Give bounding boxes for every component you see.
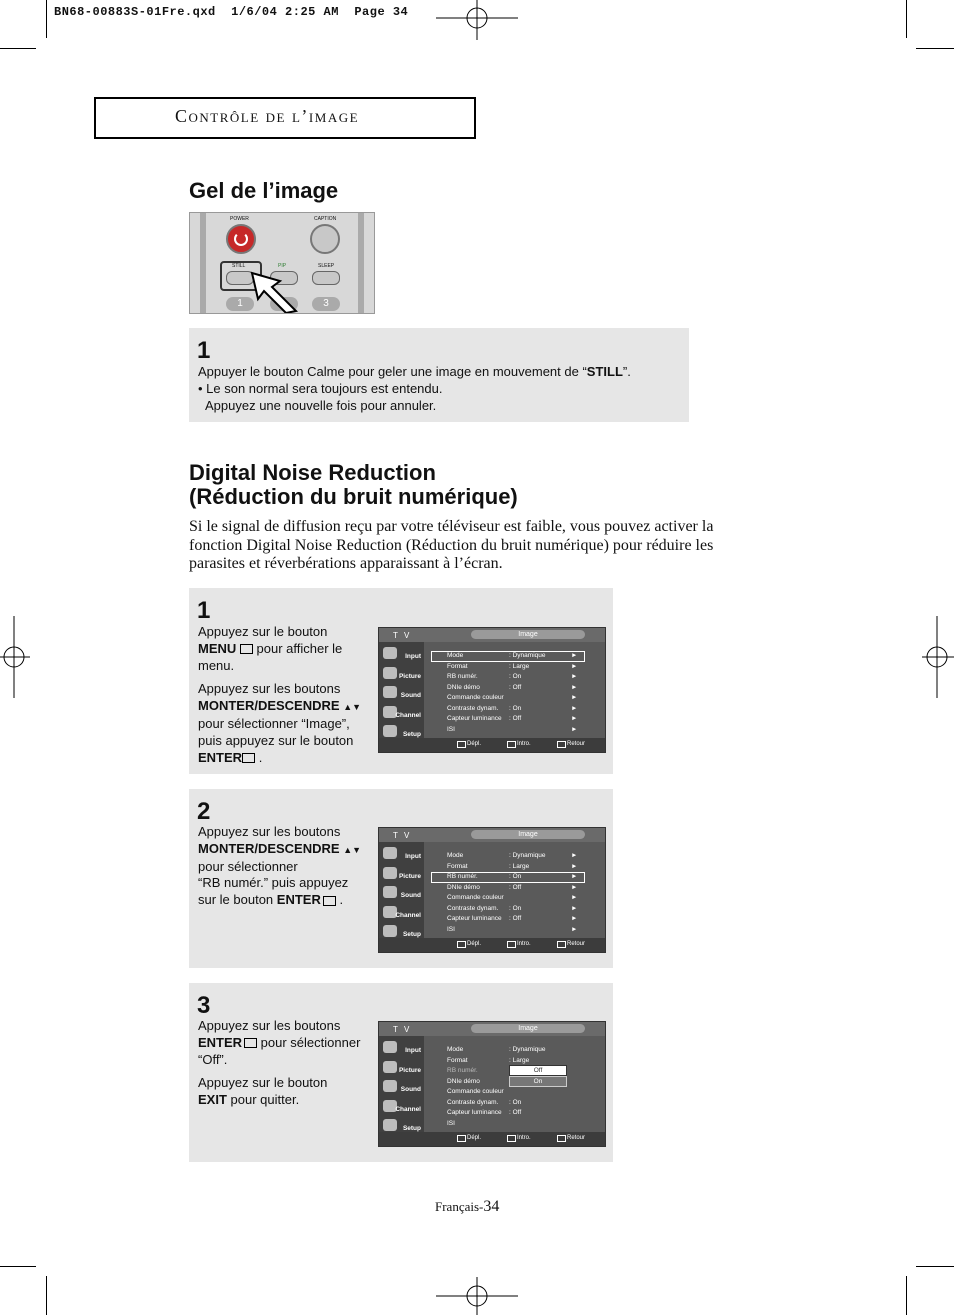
pip-label: PIP <box>278 263 287 269</box>
osd-menu-row[interactable] <box>447 904 578 914</box>
sound-icon <box>383 686 397 698</box>
osd-bottom-bar <box>379 1132 605 1146</box>
chevron-right-icon: ► <box>571 683 578 691</box>
osd-menu-row[interactable] <box>447 883 578 893</box>
osd-sidebar-item-sound[interactable] <box>383 684 423 702</box>
input-icon <box>383 1041 397 1053</box>
osd-sidebar <box>379 642 424 738</box>
registration-mark-left <box>0 616 30 698</box>
osd-row-value: : Dynamique <box>509 652 546 659</box>
osd-menu-row[interactable] <box>447 662 578 672</box>
step-number: 1 <box>197 337 211 364</box>
setup-icon <box>383 925 397 937</box>
osd-row-key: Mode <box>447 652 464 659</box>
step-number: 1 <box>197 597 211 624</box>
text-line: menu. <box>198 657 235 673</box>
osd-row-key: Commande couleur <box>447 1088 504 1095</box>
sound-icon <box>383 886 397 898</box>
picture-icon <box>383 1061 397 1073</box>
osd-sidebar-label: Channel <box>395 911 421 919</box>
menu-icon <box>240 644 253 654</box>
text-line: “Off”. <box>198 1051 228 1067</box>
osd-menu-row[interactable] <box>447 683 578 693</box>
osd-row-key: DNIe démo <box>447 1077 480 1085</box>
crop-mark <box>916 48 954 49</box>
text-line: Appuyez sur le bouton <box>198 1075 328 1091</box>
osd-hint-enter: Intro. <box>517 941 531 947</box>
step-note: Appuyez une nouvelle fois pour annuler. <box>205 398 437 413</box>
osd-sidebar-label: Input <box>405 653 421 660</box>
osd-screen-1 <box>378 627 606 753</box>
step-3-text <box>198 1018 376 1109</box>
osd-menu-row[interactable] <box>447 1087 509 1097</box>
osd-row-value: : On <box>509 1098 522 1106</box>
input-icon <box>383 847 397 859</box>
osd-sidebar-item-input[interactable] <box>383 845 423 863</box>
osd-sidebar <box>379 1036 424 1132</box>
crop-mark <box>906 0 907 38</box>
osd-bottom-bar <box>379 938 605 952</box>
intro-paragraph <box>189 518 713 574</box>
osd-hint-move: Dépl. <box>467 741 482 747</box>
osd-sidebar-label: Channel <box>395 1105 421 1113</box>
osd-row-value: : On <box>509 904 522 912</box>
enter-icon <box>242 753 255 763</box>
chevron-right-icon: ► <box>571 925 578 933</box>
osd-sidebar-label: Picture <box>398 672 421 680</box>
updown-keyword: MONTER/DESCENDRE <box>198 698 340 714</box>
enter-keyword: ENTER <box>198 749 243 765</box>
osd-row-key: Format <box>447 862 468 870</box>
osd-image-tab[interactable]: Image <box>471 830 585 839</box>
osd-row-value: : Off <box>509 715 522 722</box>
key-3-button[interactable]: 3 <box>312 297 340 311</box>
osd-sidebar-item-picture[interactable] <box>383 665 423 683</box>
osd-sidebar-item-input[interactable] <box>383 645 423 663</box>
intro-line: parasites et réverbérations apparaissant à l’écran. <box>189 555 503 572</box>
enter-keyword: ENTER <box>198 1034 243 1050</box>
osd-menu-row[interactable] <box>447 672 578 682</box>
osd-title-bar <box>379 628 605 642</box>
enter-icon <box>323 896 336 906</box>
osd-sidebar-item-picture[interactable] <box>383 865 423 883</box>
sleep-label: SLEEP <box>318 263 335 269</box>
section-title: Contrôle de l’image <box>175 106 360 126</box>
power-icon <box>234 232 248 246</box>
setup-icon <box>383 725 397 737</box>
osd-row-key: RB numér. <box>447 873 478 880</box>
osd-row-value: : Off <box>509 1109 522 1116</box>
pointer-arrow-icon <box>250 271 300 313</box>
text-line <box>198 1092 376 1109</box>
intro-line: Si le signal de diffusion reçu par votre téléviseur est faible, vous pouvez activer la <box>189 518 714 535</box>
osd-tv-label: T V <box>393 1025 412 1034</box>
step-number: 2 <box>197 798 211 825</box>
osd-sidebar-label: Setup <box>402 931 421 938</box>
text-run: pour afficher le <box>252 640 343 656</box>
osd-row-value: : Large <box>509 1056 530 1064</box>
sound-icon <box>383 1080 397 1092</box>
registration-mark-right <box>922 616 954 698</box>
osd-image-tab[interactable]: Image <box>471 1024 585 1033</box>
osd-row-value: : Off <box>509 915 522 922</box>
registration-mark-bottom <box>436 1277 518 1315</box>
osd-row-value: : On <box>509 704 522 712</box>
footer-lang: Français- <box>435 1199 484 1214</box>
osd-row-key: RB numér. <box>447 1067 478 1074</box>
osd-row-key: ISI <box>447 725 455 733</box>
osd-row-key: Format <box>447 662 468 670</box>
osd-sidebar-item-sound[interactable] <box>383 884 423 902</box>
text-line: Appuyez sur les boutons <box>198 824 341 839</box>
osd-sidebar-label: Sound <box>400 1086 421 1093</box>
osd-popup-option-on[interactable]: On <box>509 1076 567 1087</box>
text-line: “RB numér.” puis appuyez <box>198 875 349 891</box>
remote-control-image <box>189 212 375 314</box>
osd-menu-row[interactable] <box>447 1045 546 1055</box>
chevron-right-icon: ► <box>571 894 578 901</box>
text-line <box>198 641 373 658</box>
updown-arrows-icon <box>457 1135 466 1142</box>
text-line <box>198 698 373 716</box>
text-line: pour sélectionner <box>198 858 298 874</box>
heading-gel-image: Gel de l’image <box>189 178 339 203</box>
osd-menu-row[interactable] <box>447 893 578 903</box>
osd-row-key: Capteur luminance <box>447 915 502 922</box>
osd-row-key: Mode <box>447 1046 464 1053</box>
still-keyword: STILL <box>586 364 623 379</box>
osd-row-key: Contraste dynam. <box>447 704 499 712</box>
chevron-right-icon: ► <box>571 704 578 712</box>
text-run: pour sélectionner <box>257 1034 361 1050</box>
osd-screen-3 <box>378 1021 606 1147</box>
osd-title-bar <box>379 1022 605 1036</box>
remote-edge <box>358 213 364 313</box>
input-icon <box>383 647 397 659</box>
osd-row-key: Capteur luminance <box>447 715 502 722</box>
sleep-button[interactable] <box>312 271 340 285</box>
step-2-text <box>198 824 373 909</box>
osd-hint-back: Retour <box>567 1135 586 1141</box>
step-number: 3 <box>197 992 211 1019</box>
picture-icon <box>383 667 397 679</box>
text-line: puis appuyez sur le bouton <box>198 732 354 748</box>
registration-mark-top <box>436 0 518 40</box>
osd-hint-back: Retour <box>567 741 586 747</box>
chevron-right-icon: ► <box>571 862 578 870</box>
osd-hint-move: Dépl. <box>467 941 482 947</box>
osd-sidebar-item-channel[interactable] <box>383 1098 423 1116</box>
osd-row-key: ISI <box>447 925 455 933</box>
power-label: POWER <box>230 216 249 222</box>
osd-tv-label: T V <box>393 631 412 640</box>
crop-mark <box>0 1266 36 1267</box>
power-button[interactable] <box>226 224 256 254</box>
osd-sidebar <box>379 842 424 938</box>
updown-arrows-icon: ▲▼ <box>343 702 362 713</box>
chevron-right-icon: ► <box>571 852 578 859</box>
crop-mark <box>46 1276 47 1315</box>
crop-mark <box>916 1266 954 1267</box>
chevron-right-icon: ► <box>571 873 578 880</box>
osd-menu-row[interactable] <box>447 925 578 935</box>
osd-row-key: DNIe démo <box>447 883 480 891</box>
osd-row-key: Contraste dynam. <box>447 904 499 912</box>
osd-row-key: RB numér. <box>447 673 478 680</box>
osd-menu-row[interactable] <box>447 1066 511 1076</box>
text-line: pour sélectionner “Image”, <box>198 715 350 731</box>
osd-row-key: Mode <box>447 852 464 859</box>
text-line <box>198 841 373 859</box>
osd-sidebar-item-channel[interactable] <box>383 704 423 722</box>
osd-row-value: : Off <box>509 883 522 891</box>
osd-menu-row[interactable] <box>447 714 578 724</box>
exit-keyword: EXIT <box>198 1092 227 1108</box>
osd-menu-row[interactable] <box>447 693 578 703</box>
chevron-right-icon: ► <box>571 904 578 912</box>
spacer <box>198 1068 376 1075</box>
crop-mark <box>46 0 47 38</box>
menu-keyword: MENU <box>198 640 237 656</box>
crop-mark <box>0 48 36 49</box>
text-run: sur le bouton <box>198 892 277 908</box>
step-text <box>198 363 631 380</box>
osd-sidebar-label: Channel <box>395 711 421 719</box>
step-1-text <box>198 624 373 766</box>
osd-menu-row[interactable] <box>447 725 578 735</box>
caption-label: CAPTION <box>314 216 337 222</box>
osd-sidebar-label: Picture <box>398 872 421 880</box>
osd-image-tab[interactable]: Image <box>471 630 585 639</box>
setup-icon <box>383 1119 397 1131</box>
updown-arrows-icon <box>457 741 466 748</box>
chevron-right-icon: ► <box>571 694 578 701</box>
enter-icon <box>507 741 516 748</box>
enter-icon <box>507 941 516 948</box>
page-footer <box>435 1198 499 1216</box>
spacer <box>198 674 373 681</box>
osd-menu-row[interactable] <box>447 851 578 861</box>
menu-icon <box>557 1135 566 1142</box>
page-number: 34 <box>483 1198 500 1215</box>
updown-arrows-icon <box>457 941 466 948</box>
osd-menu-row[interactable] <box>447 704 578 714</box>
osd-sidebar-label: Setup <box>402 731 421 738</box>
enter-keyword: ENTER <box>276 892 321 908</box>
osd-menu-row[interactable] <box>447 1119 509 1129</box>
osd-row-value: : Off <box>509 683 522 691</box>
osd-row-key: Commande couleur <box>447 894 504 901</box>
text-line: Appuyez sur les boutons <box>198 1018 341 1033</box>
osd-menu-row[interactable] <box>447 1098 521 1108</box>
osd-sidebar-label: Setup <box>402 1125 421 1132</box>
menu-icon <box>557 741 566 748</box>
heading-dnr-fr: (Réduction du bruit numérique) <box>189 484 518 509</box>
osd-hint-move: Dépl. <box>467 1135 482 1141</box>
still-label: STILL <box>232 263 246 269</box>
text-line <box>198 1035 376 1052</box>
caption-button[interactable] <box>310 224 340 254</box>
osd-row-value: : On <box>509 673 522 680</box>
osd-menu-row[interactable] <box>447 872 578 882</box>
osd-popup-option-off[interactable]: Off <box>509 1065 567 1076</box>
osd-menu-row[interactable] <box>447 1077 511 1087</box>
enter-icon <box>244 1038 257 1048</box>
osd-menu-row[interactable] <box>447 651 578 661</box>
text-line <box>198 892 373 909</box>
osd-row-value: : Large <box>509 662 530 670</box>
osd-bottom-bar <box>379 738 605 752</box>
chevron-right-icon: ► <box>571 662 578 670</box>
picture-icon <box>383 867 397 879</box>
chevron-right-icon: ► <box>571 652 578 659</box>
crop-mark <box>906 1276 907 1315</box>
text-run: . <box>258 749 263 765</box>
enter-icon <box>507 1135 516 1142</box>
menu-icon <box>557 941 566 948</box>
osd-row-key: Capteur luminance <box>447 1109 502 1116</box>
chevron-right-icon: ► <box>571 673 578 680</box>
osd-sidebar-label: Input <box>405 1047 421 1054</box>
print-file-info: BN68-00883S-01Fre.qxd 1/6/04 2:25 AM Page 34 <box>54 5 409 19</box>
osd-row-key: ISI <box>447 1119 455 1127</box>
chevron-right-icon: ► <box>571 725 578 733</box>
chevron-right-icon: ► <box>571 715 578 722</box>
osd-menu-row[interactable] <box>447 862 578 872</box>
osd-row-value: : Dynamique <box>509 1046 546 1053</box>
updown-keyword: MONTER/DESCENDRE <box>198 840 340 856</box>
text-run: . <box>339 892 344 908</box>
osd-title-bar <box>379 828 605 842</box>
chevron-right-icon: ► <box>571 915 578 922</box>
osd-row-value: : Large <box>509 862 530 870</box>
osd-sidebar-item-input[interactable] <box>383 1039 423 1057</box>
heading-dnr: Digital Noise Reduction <box>189 460 436 485</box>
osd-tv-label: T V <box>393 831 412 840</box>
key-1-button[interactable]: 1 <box>226 297 254 311</box>
osd-hint-back: Retour <box>567 941 586 947</box>
osd-row-value: : On <box>509 873 522 880</box>
step-note: • Le son normal sera toujours est entendu. <box>198 381 443 396</box>
text-run: Appuyer le bouton Calme pour geler une image en mouvement de “ <box>198 364 587 379</box>
osd-sidebar-label: Sound <box>400 692 421 699</box>
osd-row-key: Commande couleur <box>447 694 504 701</box>
osd-menu-row[interactable] <box>447 1108 521 1118</box>
osd-screen-2 <box>378 827 606 953</box>
osd-sidebar-item-channel[interactable] <box>383 904 423 922</box>
text-run: pour quitter. <box>226 1092 300 1108</box>
updown-arrows-icon: ▲▼ <box>343 844 362 855</box>
osd-sidebar-item-picture[interactable] <box>383 1059 423 1077</box>
text-run: ”. <box>622 364 631 379</box>
osd-sidebar-item-sound[interactable] <box>383 1078 423 1096</box>
osd-hint-enter: Intro. <box>517 1135 531 1141</box>
osd-sidebar-label: Sound <box>400 892 421 899</box>
osd-row-key: Format <box>447 1056 468 1064</box>
osd-hint-enter: Intro. <box>517 741 531 747</box>
remote-edge <box>200 213 206 313</box>
osd-row-key: DNIe démo <box>447 683 480 691</box>
text-line: Appuyez sur le bouton <box>198 624 328 639</box>
text-line: Appuyez sur les boutons <box>198 681 341 697</box>
text-line <box>198 750 373 767</box>
intro-line: fonction Digital Noise Reduction (Réduction du bruit numérique) pour réduire les <box>189 536 714 554</box>
chevron-right-icon: ► <box>571 883 578 891</box>
osd-row-value: : Dynamique <box>509 852 546 859</box>
osd-sidebar-label: Picture <box>398 1066 421 1074</box>
osd-sidebar-label: Input <box>405 853 421 860</box>
osd-menu-row[interactable] <box>447 914 578 924</box>
osd-row-key: Contraste dynam. <box>447 1098 499 1106</box>
osd-menu-row[interactable] <box>447 1056 529 1066</box>
